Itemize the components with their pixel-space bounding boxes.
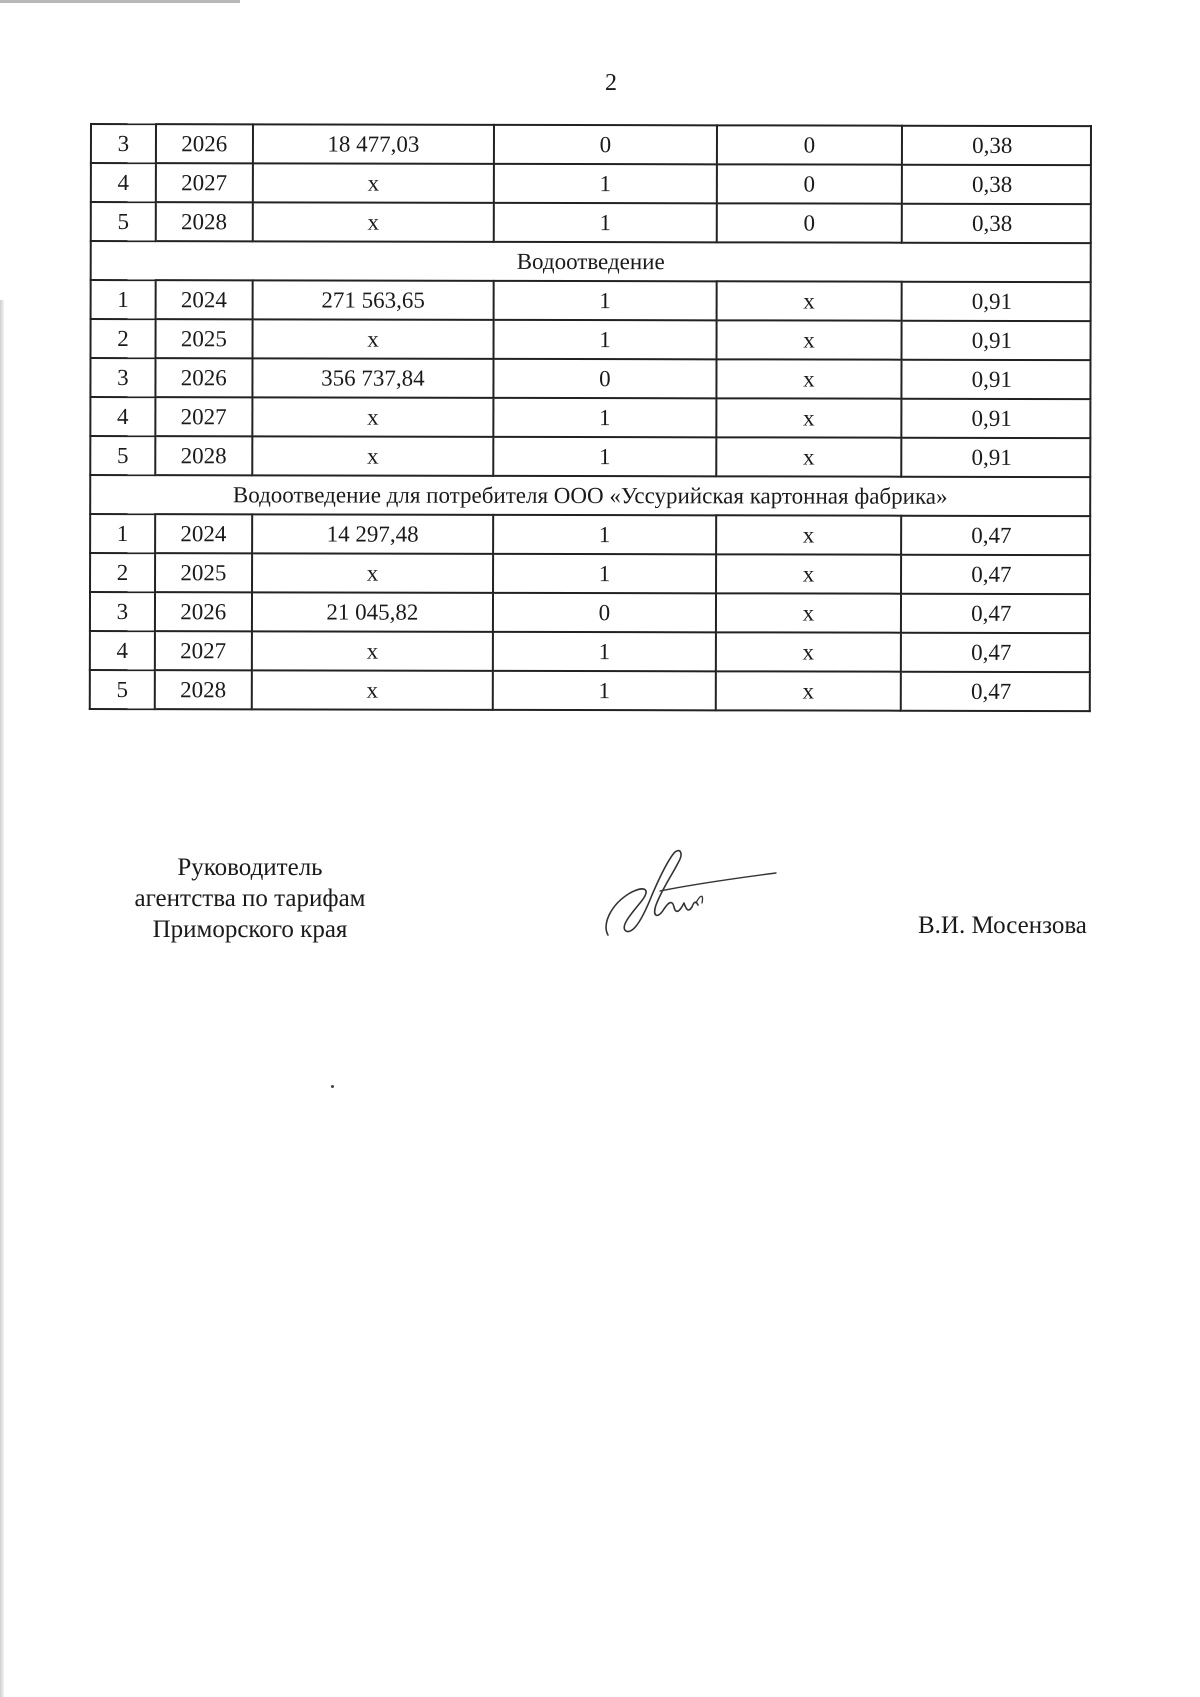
indicator-cell: 1 xyxy=(494,164,717,203)
indicator2-cell: х xyxy=(715,671,901,710)
year-cell: 2024 xyxy=(155,280,252,319)
coefficient-cell: 0,91 xyxy=(902,360,1091,399)
amount-cell: 21 045,82 xyxy=(252,592,494,632)
year-cell: 2025 xyxy=(155,319,252,358)
table-row xyxy=(91,319,1091,360)
section-title: Водоотведение xyxy=(91,241,1091,282)
amount-cell: х xyxy=(252,202,494,242)
indicator2-cell: х xyxy=(716,515,902,554)
table-row xyxy=(91,202,1091,243)
table-row xyxy=(90,397,1090,438)
table-row xyxy=(91,280,1091,321)
row-number-cell: 1 xyxy=(90,514,155,553)
year-cell: 2027 xyxy=(156,163,253,202)
amount-cell: х xyxy=(253,163,495,203)
year-cell: 2028 xyxy=(156,202,253,241)
indicator2-cell: х xyxy=(716,632,902,671)
coefficient-cell: 0,47 xyxy=(901,672,1090,711)
year-cell: 2028 xyxy=(155,436,252,475)
row-number-cell: 3 xyxy=(91,124,156,163)
signer-name: В.И. Мосензова xyxy=(918,912,1087,939)
row-number-cell: 2 xyxy=(91,319,156,358)
handwritten-signature xyxy=(600,845,800,945)
amount-cell: х xyxy=(252,436,494,476)
position-line-1: Руководитель xyxy=(177,854,323,881)
table-row xyxy=(90,358,1090,399)
indicator2-cell: х xyxy=(716,593,902,632)
indicator2-cell: х xyxy=(716,359,902,398)
row-number-cell: 4 xyxy=(91,163,156,202)
indicator-cell: 1 xyxy=(493,515,716,554)
position-line-3: Приморского края xyxy=(152,916,348,943)
amount-cell: 14 297,48 xyxy=(252,514,494,554)
row-number-cell: 4 xyxy=(90,397,155,436)
row-number-cell: 2 xyxy=(90,553,155,592)
indicator-cell: 1 xyxy=(493,632,716,671)
indicator2-cell: 0 xyxy=(716,164,902,203)
coefficient-cell: 0,47 xyxy=(901,594,1090,633)
table-row xyxy=(90,514,1090,555)
year-cell: 2027 xyxy=(155,397,252,436)
position-line-2: агентства по тарифам xyxy=(134,885,366,912)
scan-edge-top xyxy=(0,0,240,3)
row-number-cell: 3 xyxy=(90,358,155,397)
table-row xyxy=(90,436,1090,477)
row-number-cell: 1 xyxy=(91,280,156,319)
table-row xyxy=(90,592,1090,633)
year-cell: 2028 xyxy=(155,670,252,709)
row-number-cell: 5 xyxy=(90,670,155,709)
row-number-cell: 5 xyxy=(90,436,155,475)
coefficient-cell: 0,47 xyxy=(901,555,1090,594)
coefficient-cell: 0,47 xyxy=(901,516,1090,555)
year-cell: 2026 xyxy=(156,124,253,163)
row-number-cell: 3 xyxy=(90,592,155,631)
year-cell: 2025 xyxy=(155,553,252,592)
row-number-cell: 5 xyxy=(91,202,156,241)
amount-cell: х xyxy=(252,631,494,671)
indicator2-cell: х xyxy=(716,281,902,320)
indicator-cell: 1 xyxy=(494,398,717,437)
section-header-row xyxy=(91,241,1091,282)
coefficient-cell: 0,91 xyxy=(902,399,1091,438)
year-cell: 2027 xyxy=(155,631,252,670)
indicator2-cell: 0 xyxy=(716,203,902,242)
tariff-table xyxy=(89,123,1092,712)
year-cell: 2026 xyxy=(155,358,252,397)
coefficient-cell: 0,47 xyxy=(901,633,1090,672)
amount-cell: х xyxy=(252,319,494,359)
indicator-cell: 1 xyxy=(494,320,717,359)
indicator-cell: 1 xyxy=(493,554,716,593)
indicator-cell: 1 xyxy=(494,203,717,242)
signatory-position xyxy=(100,852,400,945)
coefficient-cell: 0,38 xyxy=(902,204,1091,243)
page-number: 2 xyxy=(605,70,617,96)
row-number-cell: 4 xyxy=(90,631,155,670)
indicator-cell: 0 xyxy=(494,359,717,398)
amount-cell: 271 563,65 xyxy=(252,280,494,320)
coefficient-cell: 0,38 xyxy=(902,165,1091,204)
scan-speck xyxy=(331,1085,334,1088)
scan-edge-left xyxy=(0,300,4,1697)
indicator2-cell: х xyxy=(716,398,902,437)
table-row xyxy=(90,670,1090,711)
indicator2-cell: х xyxy=(716,320,902,359)
section-header-row xyxy=(90,475,1090,516)
table-row xyxy=(90,631,1090,672)
tariff-table-body xyxy=(90,124,1091,711)
indicator-cell: 0 xyxy=(494,125,717,164)
indicator-cell: 0 xyxy=(493,593,716,632)
amount-cell: х xyxy=(251,670,493,710)
table-row xyxy=(91,124,1091,165)
amount-cell: х xyxy=(252,397,494,437)
amount-cell: х xyxy=(252,553,494,593)
indicator2-cell: х xyxy=(716,554,902,593)
indicator2-cell: х xyxy=(716,437,902,476)
section-title: Водоотведение для потребителя ООО «Уссурийская картонная фабрика» xyxy=(90,475,1090,516)
coefficient-cell: 0,91 xyxy=(902,321,1091,360)
year-cell: 2026 xyxy=(155,592,252,631)
coefficient-cell: 0,38 xyxy=(902,126,1091,165)
indicator-cell: 1 xyxy=(493,671,716,710)
indicator-cell: 1 xyxy=(494,281,717,320)
coefficient-cell: 0,91 xyxy=(902,282,1091,321)
table-row xyxy=(91,163,1091,204)
indicator-cell: 1 xyxy=(493,437,716,476)
indicator2-cell: 0 xyxy=(717,125,903,164)
coefficient-cell: 0,91 xyxy=(901,438,1090,477)
amount-cell: 356 737,84 xyxy=(252,358,494,398)
table-row xyxy=(90,553,1090,594)
year-cell: 2024 xyxy=(155,514,252,553)
amount-cell: 18 477,03 xyxy=(253,124,495,164)
